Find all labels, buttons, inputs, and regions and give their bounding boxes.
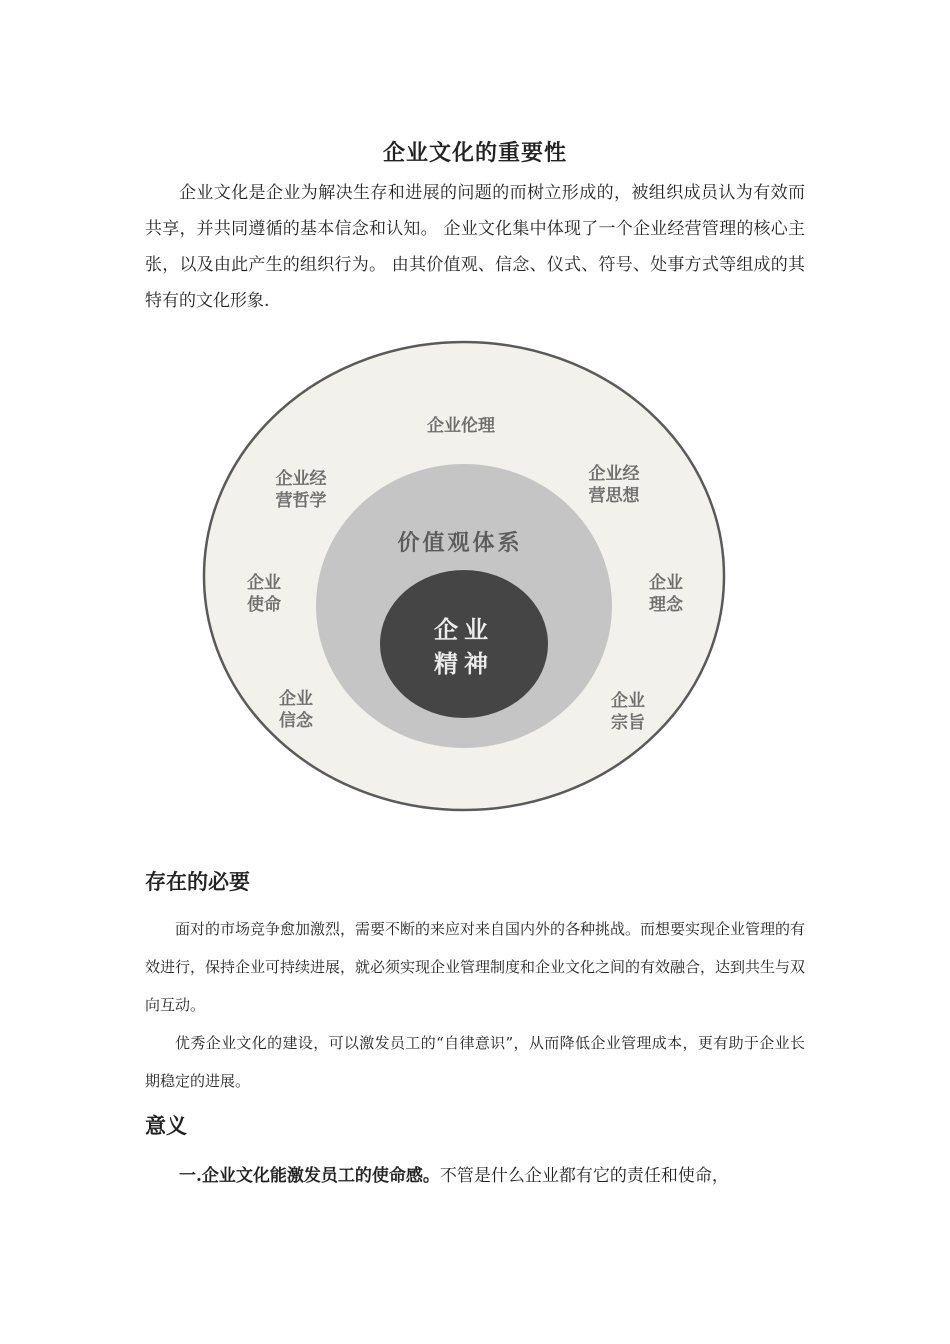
label-core-1: 企业 xyxy=(434,616,494,644)
label-mid-left-2: 使命 xyxy=(247,595,281,615)
label-mid-left-1: 企业 xyxy=(247,573,281,593)
label-upper-left-2: 营哲学 xyxy=(275,491,327,511)
label-lower-right-2: 宗旨 xyxy=(611,713,645,733)
core-circle xyxy=(380,570,548,718)
culture-diagram xyxy=(196,336,736,816)
label-lower-right-1: 企业 xyxy=(611,691,645,711)
label-lower-left-2: 信念 xyxy=(279,711,313,731)
section-heading-necessity: 存在的必要 xyxy=(145,869,250,894)
section-necessity xyxy=(145,910,805,1100)
meaning-point-1-text: 不管是什么企业都有它的责任和使命， xyxy=(439,1166,729,1186)
section-heading-meaning: 意义 xyxy=(145,1113,187,1138)
label-upper-left-1: 企业经 xyxy=(275,469,327,489)
label-mid-right-2: 理念 xyxy=(649,595,683,615)
label-value-system: 价值观体系 xyxy=(397,531,523,556)
label-upper-right-2: 营思想 xyxy=(588,486,640,506)
culture-diagram-svg xyxy=(196,336,736,816)
meaning-paragraph-1 xyxy=(145,1158,805,1194)
necessity-paragraph-1: 面对的市场竞争愈加激烈，需要不断的来应对来自国内外的各种挑战。而想要实现企业管理的有效进行，保持企业可持续进展，就必须实现企业管理制度和企业文化之间的有效融合，达到共生与双向互动。 xyxy=(145,920,806,1014)
intro-paragraph: 企业文化是企业为解决生存和进展的问题的而树立形成的，被组织成员认为有效而共享，并共同遵循的基本信念和认知。 企业文化集中体现了一个企业经营管理的核心主张，以及由此产生的组织行为。 由其价值观、信念、仪式、符号、处事方式等组成的其特有的文化形象. xyxy=(145,183,805,311)
section-meaning xyxy=(145,1158,805,1194)
label-upper-right-1: 企业经 xyxy=(588,464,640,484)
label-top: 企业伦理 xyxy=(427,416,495,436)
intro-block xyxy=(145,130,805,319)
label-lower-left-1: 企业 xyxy=(279,689,313,709)
label-mid-right-1: 企业 xyxy=(649,573,683,593)
page-title: 企业文化的重要性 xyxy=(382,140,567,166)
label-core-2: 精神 xyxy=(434,650,494,678)
meaning-point-1-heading: 一.企业文化能激发员工的使命感。 xyxy=(179,1166,440,1186)
necessity-paragraph-2: 优秀企业文化的建设，可以激发员工的“自律意识”，从而降低企业管理成本，更有助于企业长期稳定的进展。 xyxy=(145,1034,805,1090)
